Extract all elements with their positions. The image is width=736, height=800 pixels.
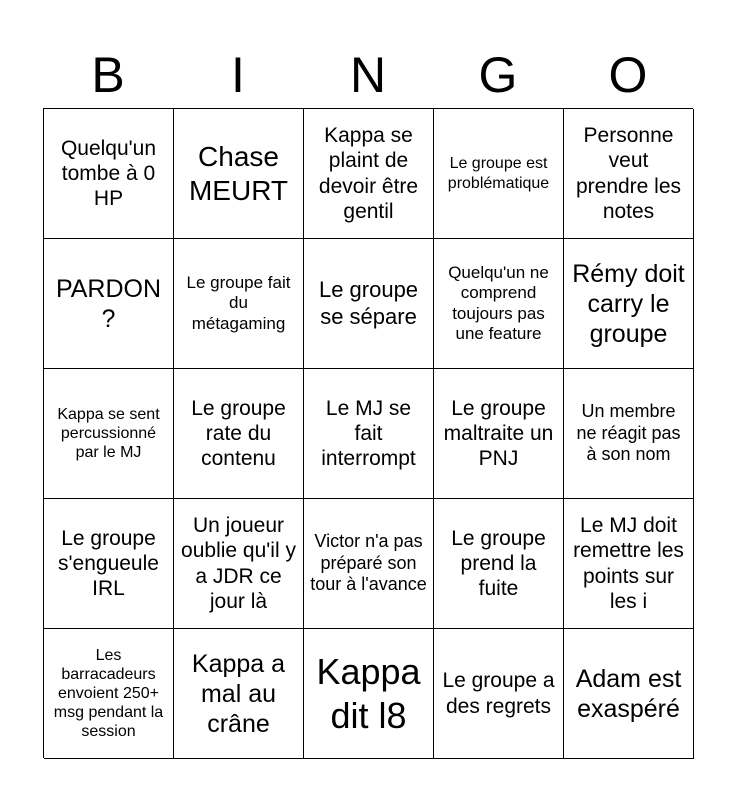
bingo-cell-text: Un membre ne réagit pas à son nom [576, 401, 681, 465]
bingo-cell-text: PARDON ? [55, 274, 162, 333]
bingo-cell[interactable] [44, 109, 174, 239]
bingo-cell-text: Le MJ doit remettre les points sur les i [573, 514, 684, 613]
bingo-cell-text: Quelqu'un ne comprend toujours pas une feature [448, 262, 549, 343]
bingo-cell[interactable] [174, 239, 304, 369]
bingo-cell[interactable] [44, 369, 174, 499]
bingo-cell[interactable] [304, 629, 434, 759]
bingo-title [43, 42, 693, 108]
title-letter-o: O [608, 47, 648, 103]
bingo-cell-text: Adam est exaspéré [575, 664, 682, 723]
bingo-cell[interactable] [304, 109, 434, 239]
bingo-cell-text: Le groupe fait du métagaming [186, 272, 291, 333]
bingo-cell-text: Le groupe se sépare [318, 277, 419, 329]
title-letter-n: N [349, 47, 387, 103]
bingo-cell[interactable] [174, 629, 304, 759]
bingo-cell-text: Le groupe a des regrets [442, 669, 555, 718]
bingo-cell-text: Le groupe rate du contenu [191, 396, 286, 471]
bingo-cell[interactable] [174, 499, 304, 629]
bingo-cell[interactable] [174, 109, 304, 239]
bingo-cell-text: Kappa dit l8 [316, 651, 421, 736]
bingo-cell-text: Le groupe s'engueule IRL [58, 526, 159, 601]
bingo-cell-text: Le groupe maltraite un PNJ [443, 396, 554, 471]
bingo-cell-text: Le MJ se fait interrompt [321, 396, 416, 471]
bingo-cell-text: Le groupe prend la fuite [451, 526, 546, 601]
bingo-cell[interactable] [434, 239, 564, 369]
bingo-cell[interactable] [174, 369, 304, 499]
bingo-cell-text: Un joueur oublie qu'il y a JDR ce jour là [181, 514, 296, 613]
bingo-cell-text: Les barracadeurs envoient 250+ msg pendant la session [53, 646, 164, 741]
bingo-cell-text: Kappa se sent percussionné par le MJ [57, 405, 160, 462]
bingo-cell[interactable] [564, 109, 694, 239]
bingo-cell[interactable] [564, 499, 694, 629]
bingo-cell-text: Victor n'a pas préparé son tour à l'avance [310, 531, 427, 595]
bingo-cell-text: Personne veut prendre les notes [575, 124, 682, 223]
bingo-cell[interactable] [304, 239, 434, 369]
title-letter-g: G [478, 47, 518, 103]
bingo-cell[interactable] [44, 629, 174, 759]
title-letter-i: I [231, 47, 245, 103]
bingo-cell[interactable] [434, 369, 564, 499]
bingo-cell[interactable] [434, 629, 564, 759]
bingo-cell-text: Le groupe est problématique [447, 155, 550, 192]
bingo-cell[interactable] [44, 239, 174, 369]
bingo-cell[interactable] [434, 499, 564, 629]
bingo-cell[interactable] [434, 109, 564, 239]
bingo-cell-text: Kappa a mal au crâne [191, 649, 286, 738]
bingo-cell-text: Chase MEURT [188, 140, 289, 206]
bingo-grid [43, 108, 693, 758]
bingo-cell[interactable] [44, 499, 174, 629]
bingo-cell[interactable] [564, 629, 694, 759]
bingo-cell[interactable] [304, 499, 434, 629]
bingo-cell[interactable] [304, 369, 434, 499]
bingo-cell[interactable] [564, 369, 694, 499]
bingo-cell-text: Rémy doit carry le groupe [572, 259, 685, 348]
title-letter-b: B [91, 47, 125, 103]
bingo-cell-text: Kappa se plaint de devoir être gentil [318, 124, 419, 223]
bingo-cell[interactable] [564, 239, 694, 369]
bingo-cell-text: Quelqu'un tombe à 0 HP [60, 136, 157, 211]
